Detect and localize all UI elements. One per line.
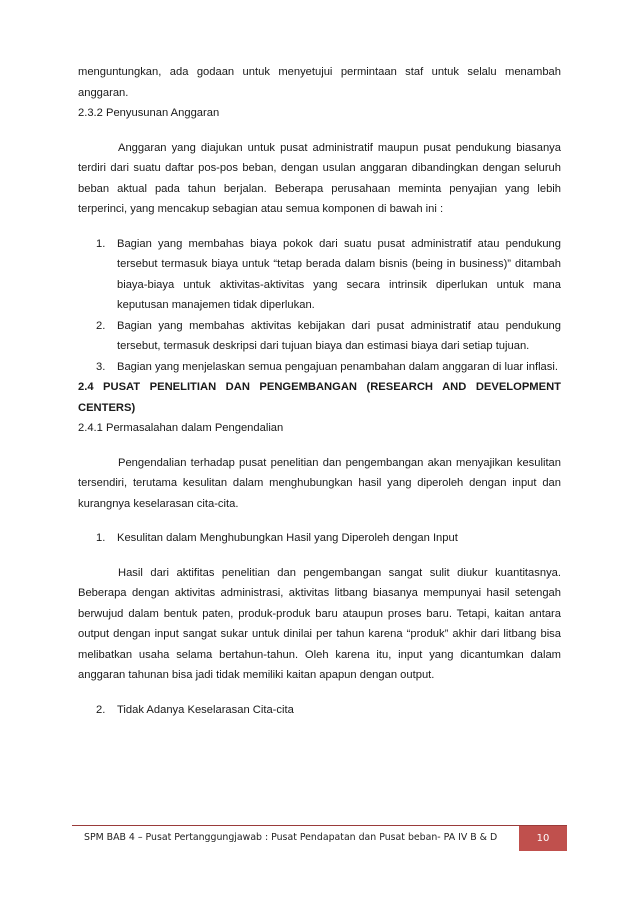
subheading-2-4-1: 2.4.1 Permasalahan dalam Pengendalian bbox=[78, 422, 284, 434]
page-footer bbox=[72, 825, 567, 852]
list-item-text: Tidak Adanya Keselarasan Cita-cita bbox=[117, 703, 294, 716]
list-item-number: 3. bbox=[96, 360, 106, 373]
list-item-number: 2. bbox=[96, 703, 106, 716]
list-item bbox=[78, 316, 561, 357]
paragraph-pengendalian: Pengendalian terhadap pusat penelitian dan pengembangan akan menyajikan kesulitan tersendiri, terutama kesulitan dalam menghubungkan hasil yang diperoleh dengan input dan kurangnya keselarasan cita-cita. bbox=[78, 456, 561, 510]
paragraph-penyusunan-anggaran: Anggaran yang diajukan untuk pusat administratif maupun pusat pendukung biasanya terdiri dari suatu daftar pos-pos beban, dengan usulan anggaran dibandingkan dengan seluruh beban aktual pada tahun berjalan. Beberapa perusahaan meminta penyajian yang lebih terperinci, yang mencakup sebagian atau semua komponen di bawah ini : bbox=[78, 141, 561, 215]
list-item-text: Bagian yang membahas biaya pokok dari suatu pusat administratif atau pendukung tersebut termasuk biaya untuk “tetap berada dalam bisnis (being in business)” ditambah biaya-biaya untuk aktivitas-aktivitas yang secara intrinsik diperlukan untuk mana keputusan manajemen tidak diperlukan. bbox=[117, 237, 561, 311]
footer-title: SPM BAB 4 – Pusat Pertanggungjawab : Pusat Pendapatan dan Pusat beban- PA IV B & D bbox=[84, 832, 498, 843]
paragraph-hasil-litbang: Hasil dari aktifitas penelitian dan pengembangan sangat sulit diukur kuantitasnya. Beberapa dengan aktivitas administrasi, aktivitas litbang biasanya mempunyai hasil setengah berwujud dalam bentuk paten, produk-produk baru ataupun proses baru. Tetapi, kaitan antara output dengan input sangat sukar untuk dinilai per tahun karena “produk” akhir dari litbang bisa melibatkan usaha selama bertahun-tahun. Oleh karena itu, input yang dicantumkan dalam anggaran tahunan bisa jadi tidak memiliki kaitan apapun dengan output. bbox=[78, 566, 561, 681]
list-item-text: Kesulitan dalam Menghubungkan Hasil yang Diperoleh dengan Input bbox=[117, 532, 458, 544]
list-item bbox=[78, 700, 561, 721]
budget-components-list bbox=[78, 234, 561, 378]
list-item-number: 2. bbox=[96, 319, 106, 332]
page-content bbox=[78, 62, 561, 720]
list-item bbox=[78, 528, 561, 549]
paragraph-continuation: menguntungkan, ada godaan untuk menyetujui permintaan staf untuk selalu menambah anggaran. bbox=[78, 66, 561, 99]
list-item-text: Bagian yang menjelaskan semua pengajuan penambahan dalam anggaran di luar inflasi. bbox=[117, 360, 558, 373]
section-heading-2-4: 2.4 PUSAT PENELITIAN DAN PENGEMBANGAN (RESEARCH AND DEVELOPMENT CENTERS) bbox=[78, 381, 561, 414]
list-item-text: Bagian yang membahas aktivitas kebijakan dari pusat administratif atau pendukung tersebut, termasuk deskripsi dari tujuan biaya dan estimasi biaya dari setiap tujuan. bbox=[117, 319, 561, 352]
list-item bbox=[78, 234, 561, 316]
page-number: 10 bbox=[519, 826, 567, 851]
subheading-2-3-2: 2.3.2 Penyusunan Anggaran bbox=[78, 107, 220, 119]
list-item bbox=[78, 357, 561, 378]
issue-list-b bbox=[78, 700, 561, 721]
list-item-number: 1. bbox=[96, 237, 106, 250]
list-item-number: 1. bbox=[96, 532, 106, 544]
issue-list-a bbox=[78, 528, 561, 549]
